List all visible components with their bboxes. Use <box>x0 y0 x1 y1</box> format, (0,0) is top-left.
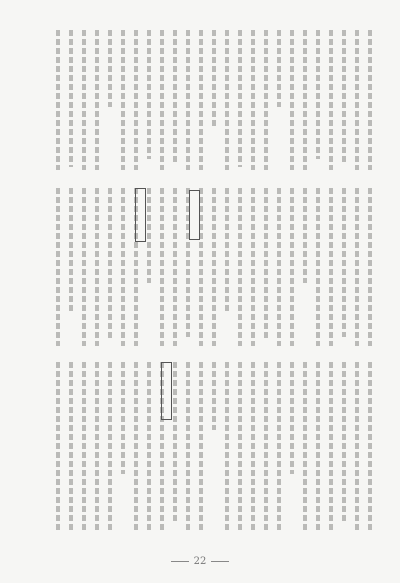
text-line <box>355 362 359 532</box>
text-line <box>108 188 112 341</box>
text-line <box>108 362 112 532</box>
text-line <box>212 362 216 430</box>
text-line <box>56 30 60 170</box>
text-line <box>251 188 255 346</box>
text-line <box>316 30 320 159</box>
text-line <box>277 362 281 532</box>
text-line <box>173 362 177 524</box>
text-line <box>264 30 268 170</box>
text-line <box>199 30 203 170</box>
text-line <box>303 362 307 532</box>
text-line <box>199 362 203 532</box>
text-line <box>238 188 242 346</box>
text-line <box>121 188 125 346</box>
text-line <box>134 30 138 170</box>
text-line <box>238 362 242 532</box>
text-line <box>303 188 307 283</box>
text-line <box>277 30 281 107</box>
text-line <box>329 30 333 170</box>
page-number-dash-right <box>211 561 229 562</box>
text-tier-bottom <box>32 362 372 532</box>
page-number <box>0 556 400 567</box>
text-line <box>264 362 268 532</box>
text-line <box>251 30 255 170</box>
text-line <box>147 30 151 159</box>
text-line <box>160 30 164 170</box>
boxed-heading <box>161 362 172 420</box>
text-line <box>225 188 229 314</box>
text-line <box>264 188 268 341</box>
text-line <box>225 362 229 532</box>
text-line <box>82 362 86 530</box>
text-line <box>69 188 73 314</box>
text-line <box>368 30 372 170</box>
text-line <box>290 362 294 474</box>
text-line <box>355 188 359 346</box>
text-line <box>277 188 281 346</box>
text-line <box>186 30 190 170</box>
text-line <box>69 362 73 532</box>
text-line <box>212 30 216 128</box>
boxed-heading <box>189 190 200 240</box>
text-line <box>95 362 99 532</box>
text-line <box>160 188 164 346</box>
text-line <box>82 30 86 170</box>
text-line <box>355 30 359 170</box>
text-line <box>290 30 294 170</box>
text-line <box>251 362 255 530</box>
text-line <box>316 362 320 532</box>
text-line <box>329 188 333 346</box>
text-line <box>212 188 216 346</box>
text-line <box>147 188 151 283</box>
text-line <box>316 188 320 346</box>
text-line <box>225 30 229 170</box>
page-number-dash-left <box>171 561 189 562</box>
text-line <box>329 362 333 532</box>
text-line <box>342 30 346 164</box>
text-line <box>342 188 346 337</box>
text-line <box>238 30 242 167</box>
text-line <box>173 188 177 346</box>
text-line <box>69 30 73 167</box>
text-line <box>56 188 60 346</box>
text-line <box>368 362 372 532</box>
text-line <box>134 362 138 532</box>
text-line <box>303 30 307 170</box>
text-line <box>82 188 86 346</box>
text-tier-top <box>32 30 372 170</box>
text-tier-middle <box>32 188 372 346</box>
text-line <box>95 188 99 346</box>
text-line <box>108 30 112 107</box>
text-line <box>56 362 60 532</box>
text-line <box>121 30 125 170</box>
page-number-text: 22 <box>193 556 207 567</box>
text-line <box>147 362 151 532</box>
text-line <box>173 30 177 164</box>
text-line <box>186 362 190 532</box>
text-line <box>290 188 294 346</box>
text-line <box>342 362 346 524</box>
text-line <box>95 30 99 170</box>
boxed-heading <box>135 188 146 242</box>
text-line <box>121 362 125 474</box>
text-line <box>368 188 372 346</box>
